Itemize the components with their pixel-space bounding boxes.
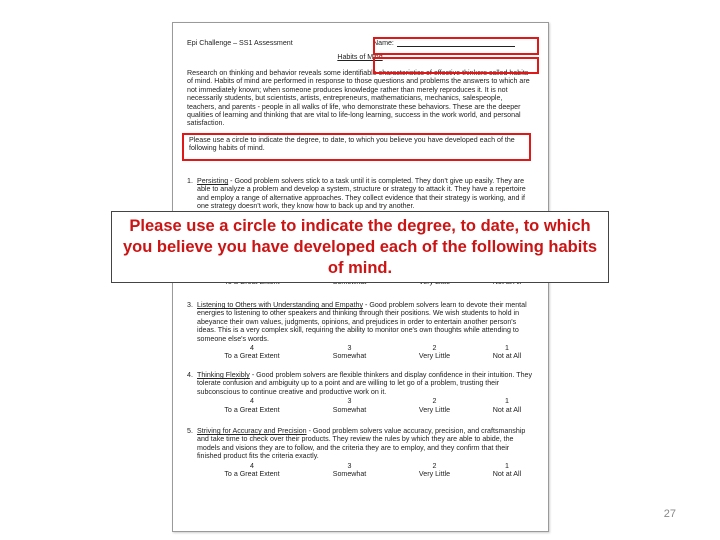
list-item <box>187 427 533 461</box>
item-title: Listening to Others with Understanding and Empathy <box>197 301 364 309</box>
scale-label-3[interactable]: Somewhat <box>332 352 367 361</box>
item-text: - Good problem solvers stick to a task until it is completed. They don't give up easily. They are able to analyze a problem and develop a system, structure or strategy to attack it. They have a repertoire and employ a range of alternative approaches. They collect evidence that their strategy is working, and if one strategy doesn't work, they know how to back up and try another. <box>197 177 526 211</box>
scale-label-2[interactable]: Very Little <box>418 470 451 479</box>
list-item <box>187 371 533 396</box>
intro-paragraph: Research on thinking and behavior reveals some identifiable characteristics of effective thinkers called habits of mind. Habits of mind are performed in response to those questions and problems the answers to which are not immediately known; when someone produces knowledge rather than merely reproduces it. It is not necessarily students, but scientists, artists, entrepreneurs, mathematicians, mechanics, salespeople, teachers, and parents - people in all walks of life, who demonstrate these behaviors. These are the deeper qualities of learning and thinking that are vital to life-long learning, success in the work world, and personal satisfaction. <box>187 69 530 128</box>
scale-value-2[interactable]: 2 <box>432 397 437 406</box>
scale-label-3[interactable]: Somewhat <box>332 470 367 479</box>
rating-scale <box>187 462 533 479</box>
rating-scale <box>187 344 533 361</box>
scale-label-4[interactable]: To a Great Extent <box>224 470 280 479</box>
item-number: 5. <box>187 427 193 435</box>
instruction-highlight-box <box>182 133 531 161</box>
habit-item-4 <box>187 371 533 414</box>
callout-text: Please use a circle to indicate the degree, to date, to which you believe you have developed each of the following habits of mind. <box>122 216 597 277</box>
scale-label-4[interactable]: To a Great Extent <box>224 352 280 361</box>
scale-label-1[interactable]: Not at All <box>492 470 522 479</box>
name-highlight-box <box>373 37 539 55</box>
scale-value-3[interactable]: 3 <box>347 461 352 470</box>
item-text: - Good problem solvers value accuracy, precision, and craftsmanship and take time to check over their products. They review the rules by which they are able to abide, the models and visions they are to follow, and the criteria they are to employ, and they confirm that their finished product fits the criteria exactly. <box>197 427 526 461</box>
scale-value-2[interactable]: 2 <box>432 344 437 353</box>
scale-value-4[interactable]: 4 <box>250 461 254 470</box>
scale-value-4[interactable]: 4 <box>250 397 254 406</box>
subtitle-highlight-box <box>373 57 539 74</box>
scale-label-1[interactable]: Not at All <box>492 405 522 414</box>
scale-label-4[interactable]: To a Great Extent <box>224 405 280 414</box>
scale-label-3[interactable]: Somewhat <box>332 405 367 414</box>
item-number: 1. <box>187 177 193 185</box>
item-title: Persisting <box>197 177 229 185</box>
rating-scale <box>187 397 533 414</box>
scale-value-1[interactable]: 1 <box>505 344 509 353</box>
scale-label-1[interactable]: Not at All <box>492 352 522 361</box>
document-title: Epi Challenge – SS1 Assessment <box>187 38 293 47</box>
habit-item-3 <box>187 301 533 361</box>
instruction-callout <box>111 211 609 283</box>
page-number: 27 <box>663 508 676 520</box>
scale-value-1[interactable]: 1 <box>505 397 509 406</box>
list-item <box>187 177 533 211</box>
item-text: - Good problem solvers learn to devote their mental energies to listening to other speakers and thinking through their positions. We wish students to hold in abeyance their own values, judgments, opinions, and prejudices in order to entertain another person's ideas. This is a very complex skill, requiring the ability to monitor one's own thoughts while attending to someone else's words. <box>197 301 527 343</box>
instruction-paragraph: Please use a circle to indicate the degree, to date, to which you believe you have developed each of the following habits of mind. <box>189 135 515 153</box>
scale-value-3[interactable]: 3 <box>347 344 352 353</box>
item-number: 3. <box>187 301 193 309</box>
document-subtitle: Habits of Mind <box>337 53 383 61</box>
list-item <box>187 301 533 343</box>
item-number: 4. <box>187 371 193 379</box>
habit-item-5 <box>187 427 533 478</box>
scale-value-1[interactable]: 1 <box>505 461 509 470</box>
scale-value-3[interactable]: 3 <box>347 397 352 406</box>
scale-label-2[interactable]: Very Little <box>418 352 451 361</box>
name-label: Name: <box>373 38 394 47</box>
scale-label-2[interactable]: Very Little <box>418 405 451 414</box>
item-title: Striving for Accuracy and Precision <box>197 427 307 435</box>
scale-value-4[interactable]: 4 <box>250 344 254 353</box>
item-title: Thinking Flexibly <box>197 371 250 379</box>
item-text: - Good problem solvers are flexible thinkers and display confidence in their intuition. They tolerate confusion and ambiguity up to a point and are willing to let go of a problem, trusting their subconscious to continue creative and productive work on it. <box>197 371 533 396</box>
scale-value-2[interactable]: 2 <box>432 461 437 470</box>
